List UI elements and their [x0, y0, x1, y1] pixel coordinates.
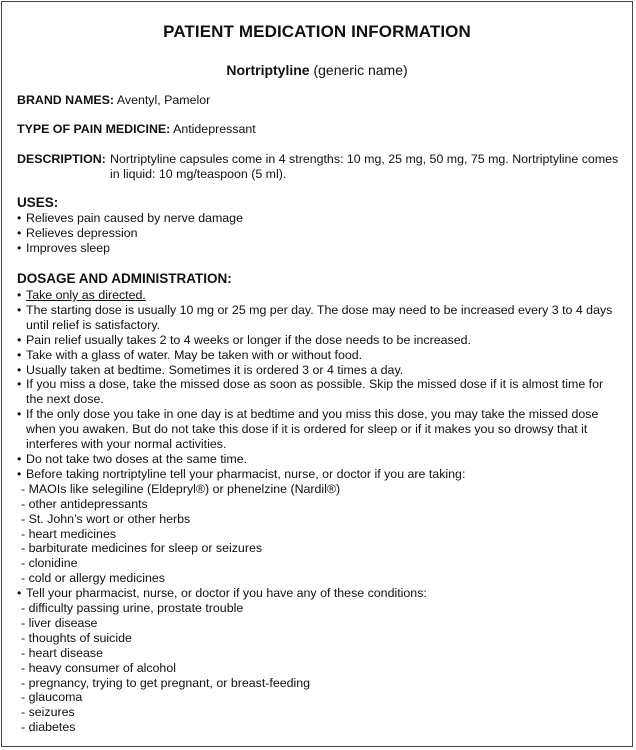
generic-note: (generic name): [313, 62, 408, 78]
sub-item: - clonidine: [21, 556, 78, 571]
list-item: • Relieves depression: [17, 226, 622, 241]
sub-item: - barbiturate medicines for sleep or seizures: [21, 541, 263, 556]
sub-item: - liver disease: [21, 615, 98, 630]
description-label: DESCRIPTION:: [17, 152, 106, 166]
list-item: • If you miss a dose, take the missed dose as soon as possible. Skip the missed dose if it is almost time for the next dose.: [17, 377, 622, 407]
sub-item: - difficulty passing urine, prostate trouble: [21, 601, 244, 616]
sub-item: - diabetes: [21, 720, 76, 735]
sub-item: - thoughts of suicide: [21, 630, 132, 645]
medicine-type-value: Antidepressant: [173, 122, 256, 136]
drug-name: Nortriptyline: [226, 62, 310, 78]
sub-item: - St. John’s wort or other herbs: [21, 511, 191, 526]
sub-item: - pregnancy, trying to get pregnant, or breast-feeding: [21, 675, 311, 690]
sub-item: - glaucoma: [21, 690, 83, 705]
description-text: Nortriptyline capsules come in 4 strengths: 10 mg, 25 mg, 50 mg, 75 mg. Nortriptyline comes in liquid: 10 mg/teaspoon (5 ml).: [110, 152, 619, 181]
medicine-type-label: TYPE OF PAIN MEDICINE:: [17, 122, 171, 136]
sub-item: - heavy consumer of alcohol: [21, 660, 176, 675]
list-item: • Tell your pharmacist, nurse, or doctor if you have any of these conditions:: [17, 586, 622, 601]
sub-item: - other antidepressants: [21, 496, 148, 511]
medication-sheet: [1, 1, 633, 747]
list-item: • Do not take two doses at the same time.: [17, 452, 622, 467]
drug-subtitle: [2, 62, 632, 78]
list-item: • Relieves pain caused by nerve damage: [17, 211, 622, 226]
uses-heading: USES:: [17, 195, 59, 210]
list-item: • Before taking nortriptyline tell your pharmacist, nurse, or doctor if you are taking:: [17, 467, 622, 482]
list-item: • If the only dose you take in one day is at bedtime and you miss this dose, you may take the missed dose when you awaken. But do not take this dose if it is ordered for sleep or if it makes you so drowsy that it interferes with your normal activities.: [17, 407, 622, 452]
medicine-type-row: [17, 122, 256, 137]
sub-item: - MAOIs like selegiline (Eldepryl®) or phenelzine (Nardil®): [21, 481, 341, 496]
sub-item: - cold or allergy medicines: [21, 571, 165, 586]
sub-item: - seizures: [21, 705, 75, 720]
uses-list: [17, 211, 622, 256]
brand-names-label: BRAND NAMES:: [17, 93, 115, 107]
sub-item: - heart medicines: [21, 526, 117, 541]
brand-names-row: [17, 93, 210, 108]
list-item: • Usually taken at bedtime. Sometimes it is ordered 3 or 4 times a day.: [17, 363, 622, 378]
dosage-list: [17, 288, 622, 735]
list-item: • The starting dose is usually 10 mg or 25 mg per day. The dose may need to be increased every 3 to 4 days until relief is satisfactory.: [17, 303, 622, 333]
dosage-heading: DOSAGE AND ADMINISTRATION:: [17, 271, 232, 286]
page-title: PATIENT MEDICATION INFORMATION: [163, 22, 471, 41]
list-item: [17, 288, 622, 303]
list-item: • Take with a glass of water. May be taken with or without food.: [17, 348, 622, 363]
list-item: • Pain relief usually takes 2 to 4 weeks or longer if the dose needs to be increased.: [17, 333, 622, 348]
sub-item: - heart disease: [21, 645, 103, 660]
brand-names-value: Aventyl, Pamelor: [116, 93, 211, 107]
list-item: • Improves sleep: [17, 241, 622, 256]
take-as-directed: Take only as directed.: [26, 288, 146, 302]
